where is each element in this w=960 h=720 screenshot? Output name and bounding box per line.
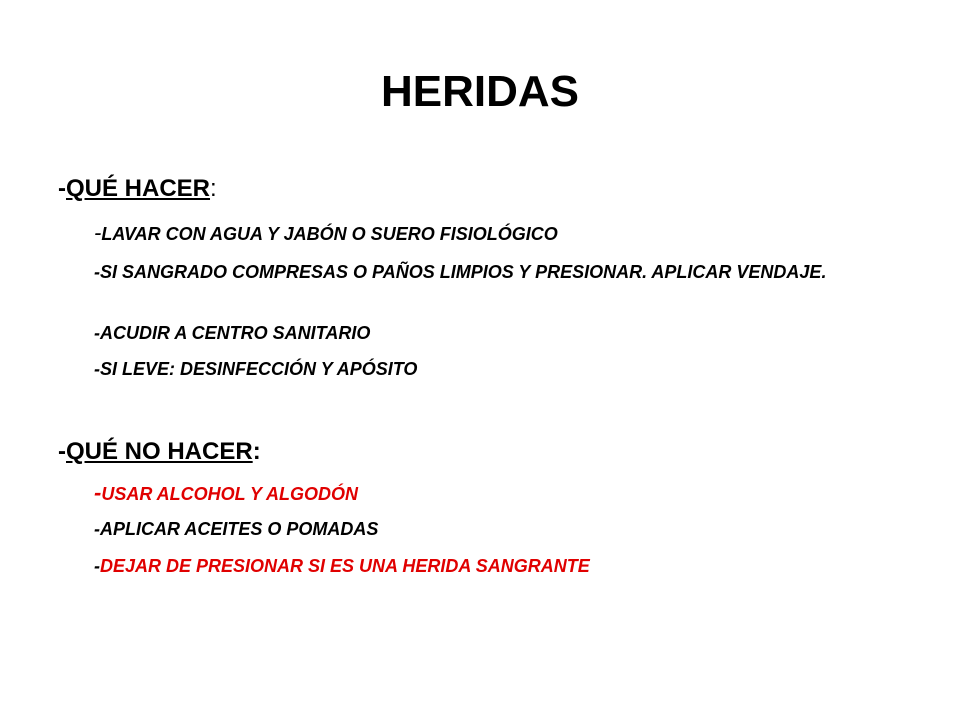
item-text: ACUDIR A CENTRO SANITARIO <box>100 323 371 343</box>
que-hacer-item-3 <box>94 320 894 346</box>
slide-title: HERIDAS <box>380 67 580 116</box>
que-no-hacer-item-3 <box>94 553 894 579</box>
que-no-hacer-label: QUÉ NO HACER <box>66 438 253 465</box>
que-no-hacer-item-2 <box>94 516 894 542</box>
item-text: SI LEVE: DESINFECCIÓN Y APÓSITO <box>100 359 418 379</box>
item-dash: - <box>94 556 100 576</box>
que-hacer-item-2 <box>94 259 894 285</box>
item-dash: - <box>94 220 102 245</box>
que-hacer-prefix: - <box>58 175 66 202</box>
que-hacer-label: QUÉ HACER <box>66 175 211 202</box>
item-text: LAVAR CON AGUA Y JABÓN O SUERO FISIOLÓGICO <box>101 224 558 244</box>
item-dash: - <box>94 359 100 379</box>
item-text: SI SANGRADO COMPRESAS O PAÑOS LIMPIOS Y PRESIONAR. APLICAR VENDAJE. <box>100 262 827 282</box>
item-text: DEJAR DE PRESIONAR SI ES UNA HERIDA SANGRANTE <box>100 556 590 576</box>
que-hacer-item-1 <box>94 220 894 247</box>
que-hacer-colon: : <box>210 175 217 202</box>
item-text: USAR ALCOHOL Y ALGODÓN <box>101 484 359 504</box>
que-hacer-heading <box>58 174 217 204</box>
item-dash: - <box>94 323 100 343</box>
item-text: APLICAR ACEITES O POMADAS <box>100 519 379 539</box>
que-no-hacer-colon: : <box>252 438 261 465</box>
item-dash: - <box>94 519 100 539</box>
que-no-hacer-heading <box>58 437 261 467</box>
item-dash: - <box>94 480 102 505</box>
que-hacer-item-4 <box>94 356 894 382</box>
que-no-hacer-item-1 <box>94 480 894 507</box>
item-dash: - <box>94 262 100 282</box>
que-no-hacer-prefix: - <box>58 438 66 465</box>
